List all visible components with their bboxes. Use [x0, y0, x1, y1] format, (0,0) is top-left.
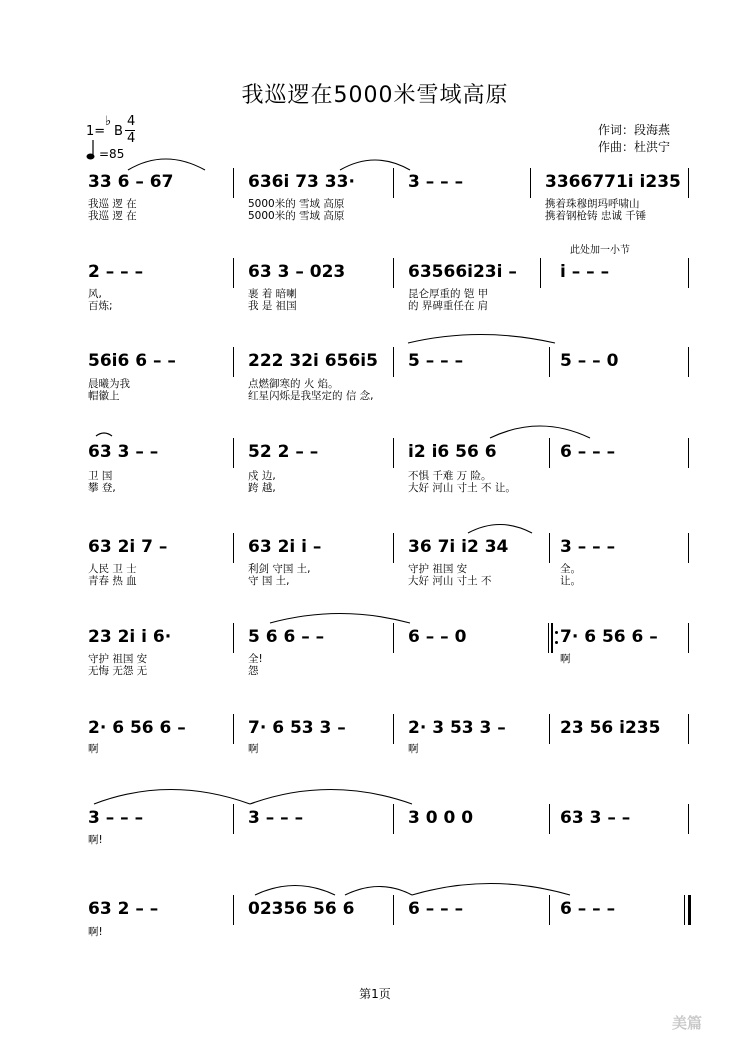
measure-6-3: 6 – – 0 [408, 627, 467, 647]
lyric-3-2a: 点燃御寒的 火 焰。 [248, 378, 339, 390]
tie [96, 433, 112, 436]
lyric-6-1b: 无悔 无怨 无 [88, 665, 148, 677]
lyric-5-1a: 人民 卫 士 [88, 563, 137, 575]
measure-2-4: i – – – [560, 262, 610, 282]
lyric-2-2b: 我 是 祖国 [248, 300, 297, 312]
measure-8-2: 3 – – – [248, 808, 304, 828]
tie [94, 790, 250, 805]
measure-7-4: 23 56 i235 [560, 718, 661, 738]
measure-9-3: 6 – – – [408, 899, 464, 919]
tie [412, 884, 570, 896]
lyric-6-2b: 怨 [248, 665, 259, 677]
lyric-2-3a: 昆仑厚重的 铠 甲 [408, 288, 489, 300]
measure-3-1: 56i6 6 – – [88, 351, 176, 371]
measure-1-1: 33 6 – 67 [88, 172, 174, 192]
tie [408, 335, 555, 344]
tie [340, 160, 410, 170]
page-number: 第1页 [359, 987, 391, 1001]
lyric-4-2b: 跨 越, [248, 482, 276, 494]
lyric-4-1b: 攀 登, [88, 482, 116, 494]
measure-4-4: 6 – – – [560, 442, 616, 462]
lyric-8-1a: 啊! [88, 834, 103, 846]
lyric-2-2a: 裹 着 暗喇 [248, 288, 297, 300]
lyric-7-3a: 啊 [408, 743, 419, 755]
measure-9-1: 63 2 – – [88, 899, 159, 919]
measure-3-3: 5 – – – [408, 351, 464, 371]
lyric-4-1a: 卫 国 [88, 470, 113, 482]
tie [490, 426, 590, 438]
lyric-9-1a: 啊! [88, 926, 103, 938]
measure-3-4: 5 – – 0 [560, 351, 619, 371]
lyric-6-4a: 啊 [560, 653, 571, 665]
lyric-3-2b: 红星闪烁是我坚定的 信 念, [248, 390, 374, 402]
annotation: 此处加一小节 [570, 245, 630, 256]
lyric-1-2a: 5000米的 雪域 高原 [248, 198, 345, 210]
measure-5-1: 63 2i 7 – [88, 537, 168, 557]
measure-6-1: 23 2i i 6· [88, 627, 172, 647]
flat-sign: ♭ [105, 114, 112, 129]
measure-8-1: 3 – – – [88, 808, 144, 828]
lyric-1-1b: 我巡 逻 在 [88, 210, 137, 222]
tie [255, 886, 335, 896]
measure-8-4: 63 3 – – [560, 808, 631, 828]
measure-9-2: 02356 56 6 [248, 899, 355, 919]
measure-5-3: 36 7i i2 34 [408, 537, 509, 557]
lyric-5-3a: 守护 祖国 安 [408, 563, 468, 575]
lyric-5-1b: 青春 热 血 [88, 575, 137, 587]
lyric-5-2b: 守 国 土, [248, 575, 290, 587]
measure-7-2: 7· 6 53 3 – [248, 718, 346, 738]
lyric-1-1a: 我巡 逻 在 [88, 198, 137, 210]
measure-2-2: 63 3 – 023 [248, 262, 346, 282]
measure-6-4: 7· 6 56 6 – [560, 627, 658, 647]
lyric-6-2a: 全! [248, 653, 263, 665]
measure-9-4: 6 – – – [560, 899, 616, 919]
tie [128, 159, 205, 170]
tie [468, 525, 532, 534]
lyric-4-2a: 戍 边, [248, 470, 276, 482]
tempo: =85 [99, 147, 125, 161]
lyric-1-2b: 5000米的 雪域 高原 [248, 210, 345, 222]
lyric-1-4a: 携着珠穆朗玛呼啸山 [545, 198, 640, 210]
time-signature-bottom: 4 [127, 131, 136, 146]
lyric-4-3a: 不惧 千难 万 险。 [408, 470, 492, 482]
composer: 作曲：杜洪宁 [598, 140, 671, 154]
measure-1-4: 3366771i i235 [545, 172, 681, 192]
lyricist: 作词：段海燕 [598, 123, 671, 137]
lyric-1-4b: 携着钢枪铸 忠诚 千锤 [545, 210, 647, 222]
lyric-2-3b: 的 界碑重任在 肩 [408, 300, 489, 312]
measure-3-2: 222 32i 656i5 [248, 351, 378, 371]
measure-4-1: 63 3 – – [88, 442, 159, 462]
measure-7-1: 2· 6 56 6 – [88, 718, 186, 738]
measure-5-4: 3 – – – [560, 537, 616, 557]
lyric-2-1b: 百炼; [88, 300, 113, 312]
lyric-3-1b: 帽徽上 [88, 390, 120, 402]
time-signature-top: 4 [127, 114, 136, 129]
lyric-6-1a: 守护 祖国 安 [88, 653, 148, 665]
measure-4-2: 52 2 – – [248, 442, 319, 462]
lyric-7-1a: 啊 [88, 743, 99, 755]
tie [345, 887, 412, 896]
lyric-7-2a: 啊 [248, 743, 259, 755]
watermark: 美篇 [672, 1014, 703, 1032]
key-note: B [114, 124, 123, 139]
tie [270, 614, 410, 624]
measure-7-3: 2· 3 53 3 – [408, 718, 506, 738]
measure-5-2: 63 2i i – [248, 537, 322, 557]
page-title: 我巡逻在5000米雪域高原 [241, 83, 509, 108]
key-prefix: 1= [86, 124, 106, 139]
measure-6-2: 5 6 6 – – [248, 627, 325, 647]
lyric-2-1a: 风, [88, 288, 102, 300]
lyric-5-3b: 大好 河山 寸土 不 [408, 575, 492, 587]
measure-2-1: 2 – – – [88, 262, 144, 282]
lyric-4-3b: 大好 河山 寸土 不 让。 [408, 482, 516, 494]
lyric-5-2a: 利剑 守国 土, [248, 563, 311, 575]
measure-2-3: 63566i23i – [408, 262, 517, 282]
tie [250, 790, 412, 805]
lyric-3-1a: 晨曦为我 [88, 378, 130, 390]
measure-1-3: 3 – – – [408, 172, 464, 192]
lyric-5-4b: 让。 [560, 575, 581, 587]
measure-8-3: 3 0 0 0 [408, 808, 474, 828]
measure-4-3: i2 i6 56 6 [408, 442, 497, 462]
lyric-5-4a: 全。 [560, 563, 581, 575]
measure-1-2: 636i 73 33· [248, 172, 355, 192]
